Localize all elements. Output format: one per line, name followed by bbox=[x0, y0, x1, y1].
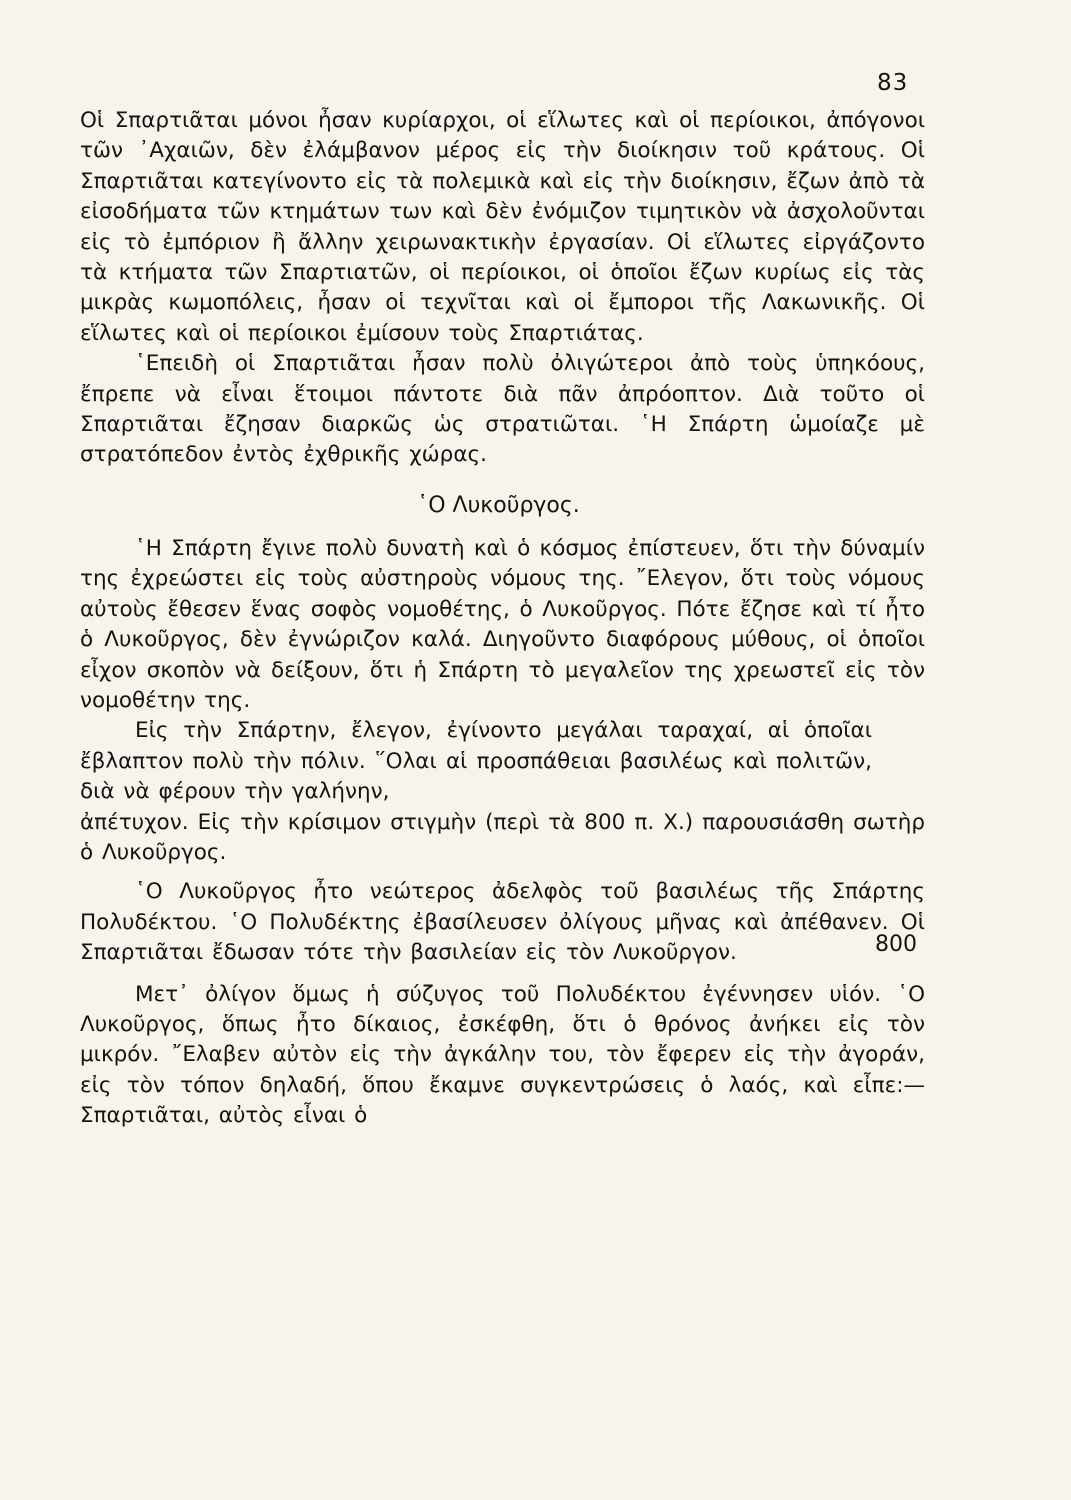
paragraph-5: ῾Ο Λυκοῦργος ἦτο νεώτερος ἀδελφὸς τοῦ βασιλέως τῆς Σπάρτης Πολυδέκτου. ῾Ο Πολυδέκτης ἐβασίλευσεν ὀλίγους μῆνας καὶ ἀπέθανεν. Οἱ Σπαρτιᾶται ἔδωσαν τότε τὴν βασιλείαν εἰς τὸν Λυκοῦργον. bbox=[80, 879, 925, 966]
section-heading: ῾Ο Λυκοῦργος. bbox=[417, 492, 580, 518]
paragraph-1: Οἱ Σπαρτιᾶται μόνοι ἦσαν κυρίαρχοι, οἱ εἵλωτες καὶ οἱ περίοικοι, ἀπόγονοι τῶν ᾿Αχαιῶν, δὲν ἐλάμβανον μέρος εἰς τὴν διοίκησιν τοῦ κράτους. Οἱ Σπαρτιᾶται κατεγίνοντο εἰς τὰ πολεμικὰ καὶ εἰς τὴν διοίκησιν, ἔζων ἀπὸ τὰ εἰσοδήματα τῶν κτημάτων των καὶ δὲν ἐνόμιζον τιμητικὸν νὰ ἀσχολοῦνται εἰς τὸ ἐμπόριον ἢ ἄλλην χειρωνακτικὴν ἐργασίαν. Οἱ εἵλωτες εἰργάζοντο τὰ κτήματα τῶν Σπαρτιατῶν, οἱ περίοικοι, οἱ ὁποῖοι ἔζων κυρίως εἰς τὰς μικρὰς κωμοπόλεις, ἦσαν οἱ τεχνῖται καὶ οἱ ἔμποροι τῆς Λακωνικῆς. Οἱ εἵλωτες καὶ οἱ περίοικοι ἐμίσουν τοὺς Σπαρτιάτας. bbox=[80, 108, 925, 346]
paragraph-4-start: Εἰς τὴν Σπάρτην, ἔλεγον, ἐγίνοντο μεγάλαι ταραχαί, αἱ ὁποῖαι ἔβλαπτον πολὺ τὴν πόλιν. ῞Ολαι αἱ προσπάθειαι βασιλέως καὶ πολιτῶν, διὰ νὰ φέρουν τὴν γαλήνην, bbox=[80, 718, 872, 805]
paragraph-4-end: ἀπέτυχον. Εἰς τὴν κρίσιμον στιγμὴν (περὶ τὰ 800 π. Χ.) παρουσιάσθη σωτὴρ ὁ Λυκοῦργος. bbox=[80, 809, 925, 865]
page-number: 83 bbox=[877, 70, 909, 96]
paragraph-3: ῾Η Σπάρτη ἔγινε πολὺ δυνατὴ καὶ ὁ κόσμος ἐπίστευεν, ὅτι τὴν δύναμίν της ἐχρεώστει εἰς τοὺς αὐστηροὺς νόμους της. ῎Ελεγον, ὅτι τοὺς νόμους αὐτοὺς ἔθεσεν ἕνας σοφὸς νομοθέτης, ὁ Λυκοῦργος. Πότε ἔζησε καὶ τί ἦτο ὁ Λυκοῦργος, δὲν ἐγνώριζον καλά. Διηγοῦντο διαφόρους μύθους, οἱ ὁποῖοι εἶχον σκοπὸν νὰ δείξουν, ὅτι ἡ Σπάρτη τὸ μεγαλεῖον της χρεωστεῖ εἰς τὸν νομοθέτην της. bbox=[80, 535, 925, 713]
paragraph-2: ῾Επειδὴ οἱ Σπαρτιᾶται ἦσαν πολὺ ὀλιγώτεροι ἀπὸ τοὺς ὑπηκόους, ἔπρεπε νὰ εἶναι ἕτοιμοι πάντοτε διὰ πᾶν ἀπρόοπτον. Διὰ τοῦτο οἱ Σπαρτιᾶται ἔζησαν διαρκῶς ὡς στρατιῶται. ῾Η Σπάρτη ὡμοίαζε μὲ στρατόπεδον ἐντὸς ἐχθρικῆς χώρας. bbox=[80, 351, 925, 468]
margin-date-note: 800 bbox=[875, 932, 917, 957]
body-text bbox=[80, 106, 925, 1132]
paragraph-6: Μετ᾿ ὀλίγον ὅμως ἡ σύζυγος τοῦ Πολυδέκτου ἐγέννησεν υἱόν. ῾Ο Λυκοῦργος, ὅπως ἦτο δίκαιος, ἐσκέφθη, ὅτι ὁ θρόνος ἀνήκει εἰς τὸν μικρόν. ῎Ελαβεν αὐτὸν εἰς τὴν ἀγκάλην του, τὸν ἔφερεν εἰς τὴν ἀγοράν, εἰς τὸν τόπον δηλαδή, ὅπου ἔκαμνε συγκεντρώσεις ὁ λαός, καὶ εἶπε:—Σπαρτιᾶται, αὐτὸς εἶναι ὁ bbox=[80, 981, 925, 1129]
